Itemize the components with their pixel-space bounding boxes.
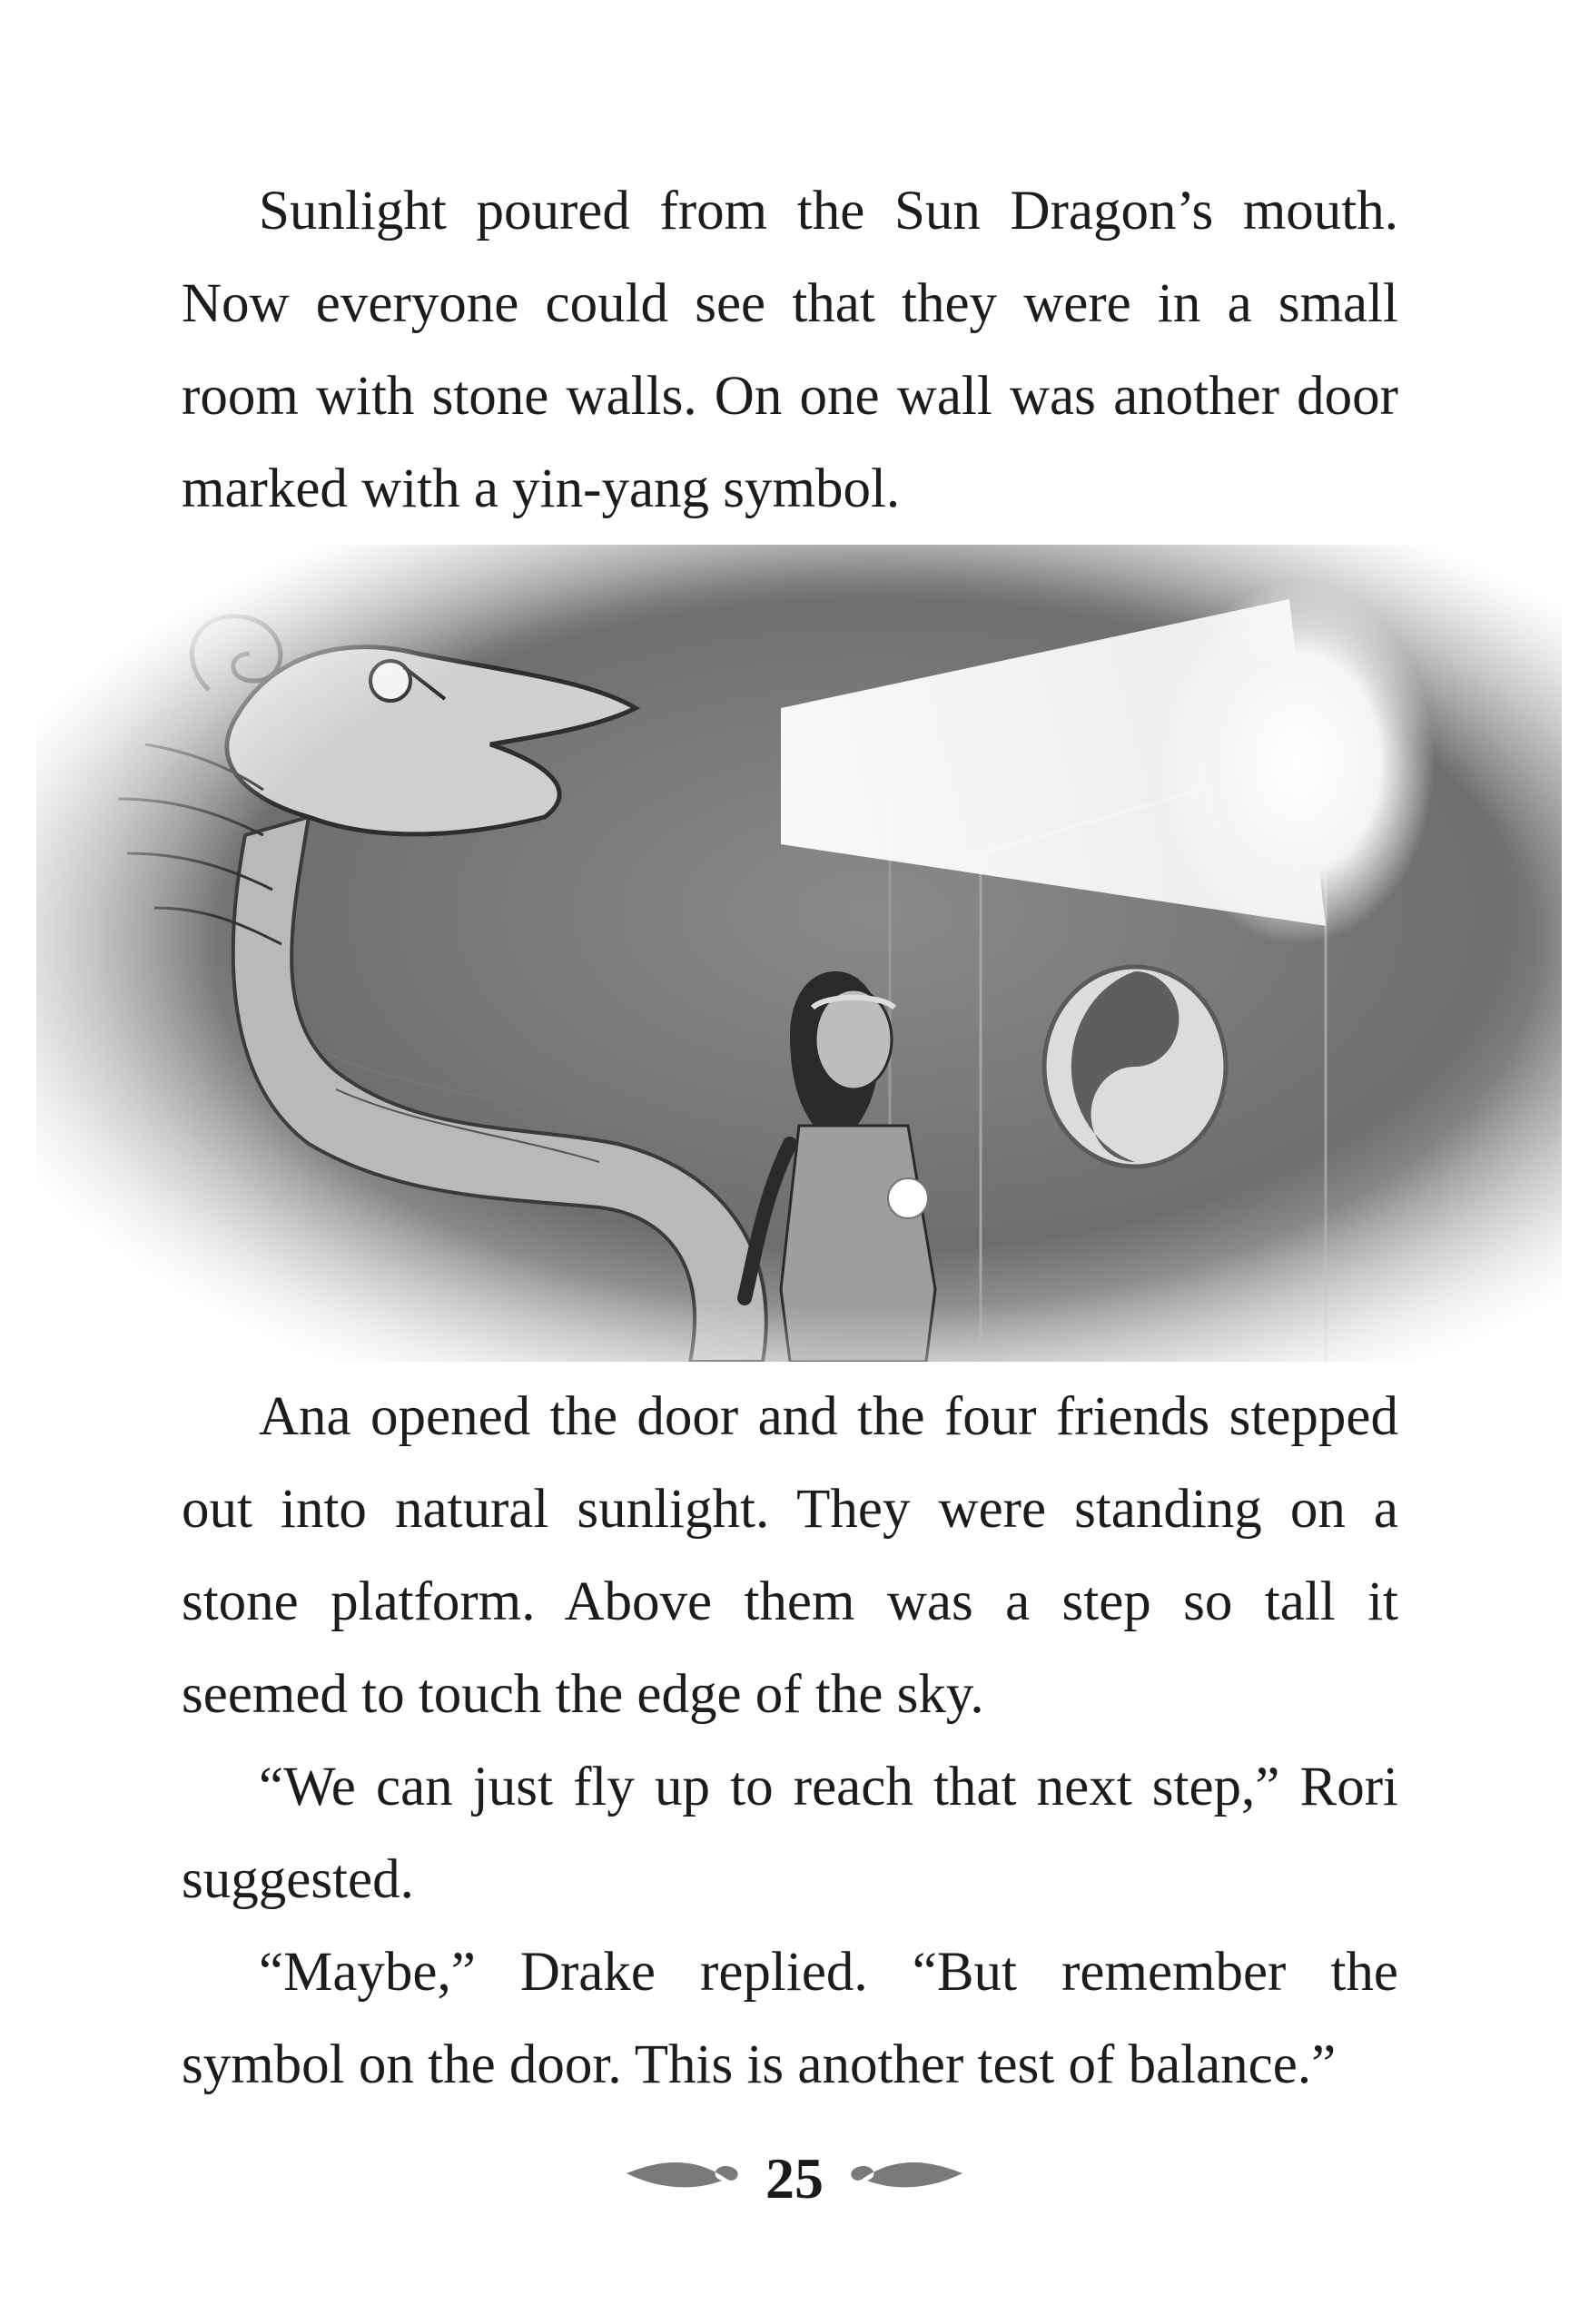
- paragraph: Sunlight poured from the Sun Dragon’s mouth. Now everyone could see that they were in a small room with stone walls. On one wall was another door marked with a yin-yang symbol.: [182, 181, 1398, 519]
- paragraph: “We can just fly up to reach that next step,” Rori suggested.: [182, 1757, 1398, 1910]
- paragraph: Ana opened the door and the four friends stepped out into natural sunlight. They were standing on a stone platform. Above them was a step so tall it seemed to touch the edge of the sky.: [182, 1386, 1398, 1725]
- sun-dragon-illustration: [36, 545, 1562, 1362]
- yin-yang-icon: [1044, 967, 1226, 1167]
- page-number: [0, 2135, 1589, 2217]
- paragraph: “Maybe,” Drake replied. “But remember the symbol on the door. This is another test of balance.”: [182, 1942, 1398, 2095]
- text-block-bottom: [182, 1371, 1398, 2112]
- text-block-top: [182, 165, 1398, 536]
- page-number-text: 25: [765, 2146, 824, 2211]
